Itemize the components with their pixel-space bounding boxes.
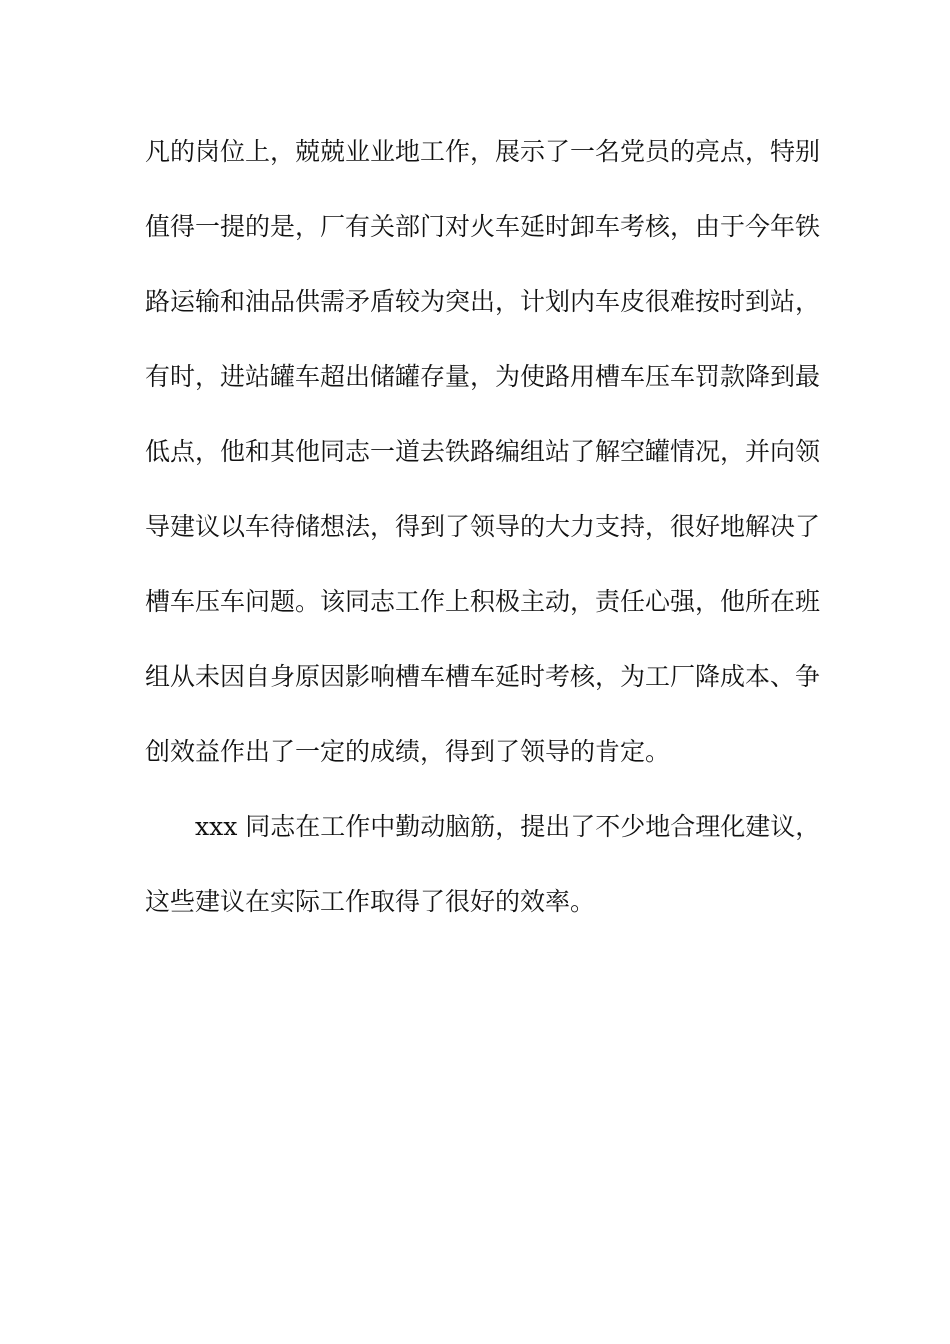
paragraph-1-line-9: 创效益作出了一定的成绩，得到了领导的肯定。 xyxy=(145,737,671,766)
paragraph-1-line-1: 凡的岗位上，兢兢业业地工作，展示了一名党员的亮点，特别 xyxy=(145,137,821,166)
paragraph-1-line-6: 导建议以车待储想法，得到了领导的大力支持，很好地解决了 xyxy=(145,512,821,541)
paragraph-2-line-2: 这些建议在实际工作取得了很好的效率。 xyxy=(145,887,596,916)
paragraph-1-line-8: 组从未因自身原因影响槽车槽车延时考核，为工厂降成本、争 xyxy=(145,662,821,691)
paragraph-1-line-7: 槽车压车问题。该同志工作上积极主动，责任心强，他所在班 xyxy=(145,587,821,616)
paragraph-1-line-2: 值得一提的是，厂有关部门对火车延时卸车考核，由于今年铁 xyxy=(145,212,821,241)
paragraph-1-line-5: 低点，他和其他同志一道去铁路编组站了解空罐情况，并向领 xyxy=(145,437,821,466)
paragraph-1-line-4: 有时，进站罐车超出储罐存量，为使路用槽车压车罚款降到最 xyxy=(145,362,821,391)
paragraph-1-line-3: 路运输和油品供需矛盾较为突出，计划内车皮很难按时到站， xyxy=(145,287,821,316)
paragraph-2-line-1: xxx 同志在工作中勤动脑筋，提出了不少地合理化建议， xyxy=(195,812,821,841)
